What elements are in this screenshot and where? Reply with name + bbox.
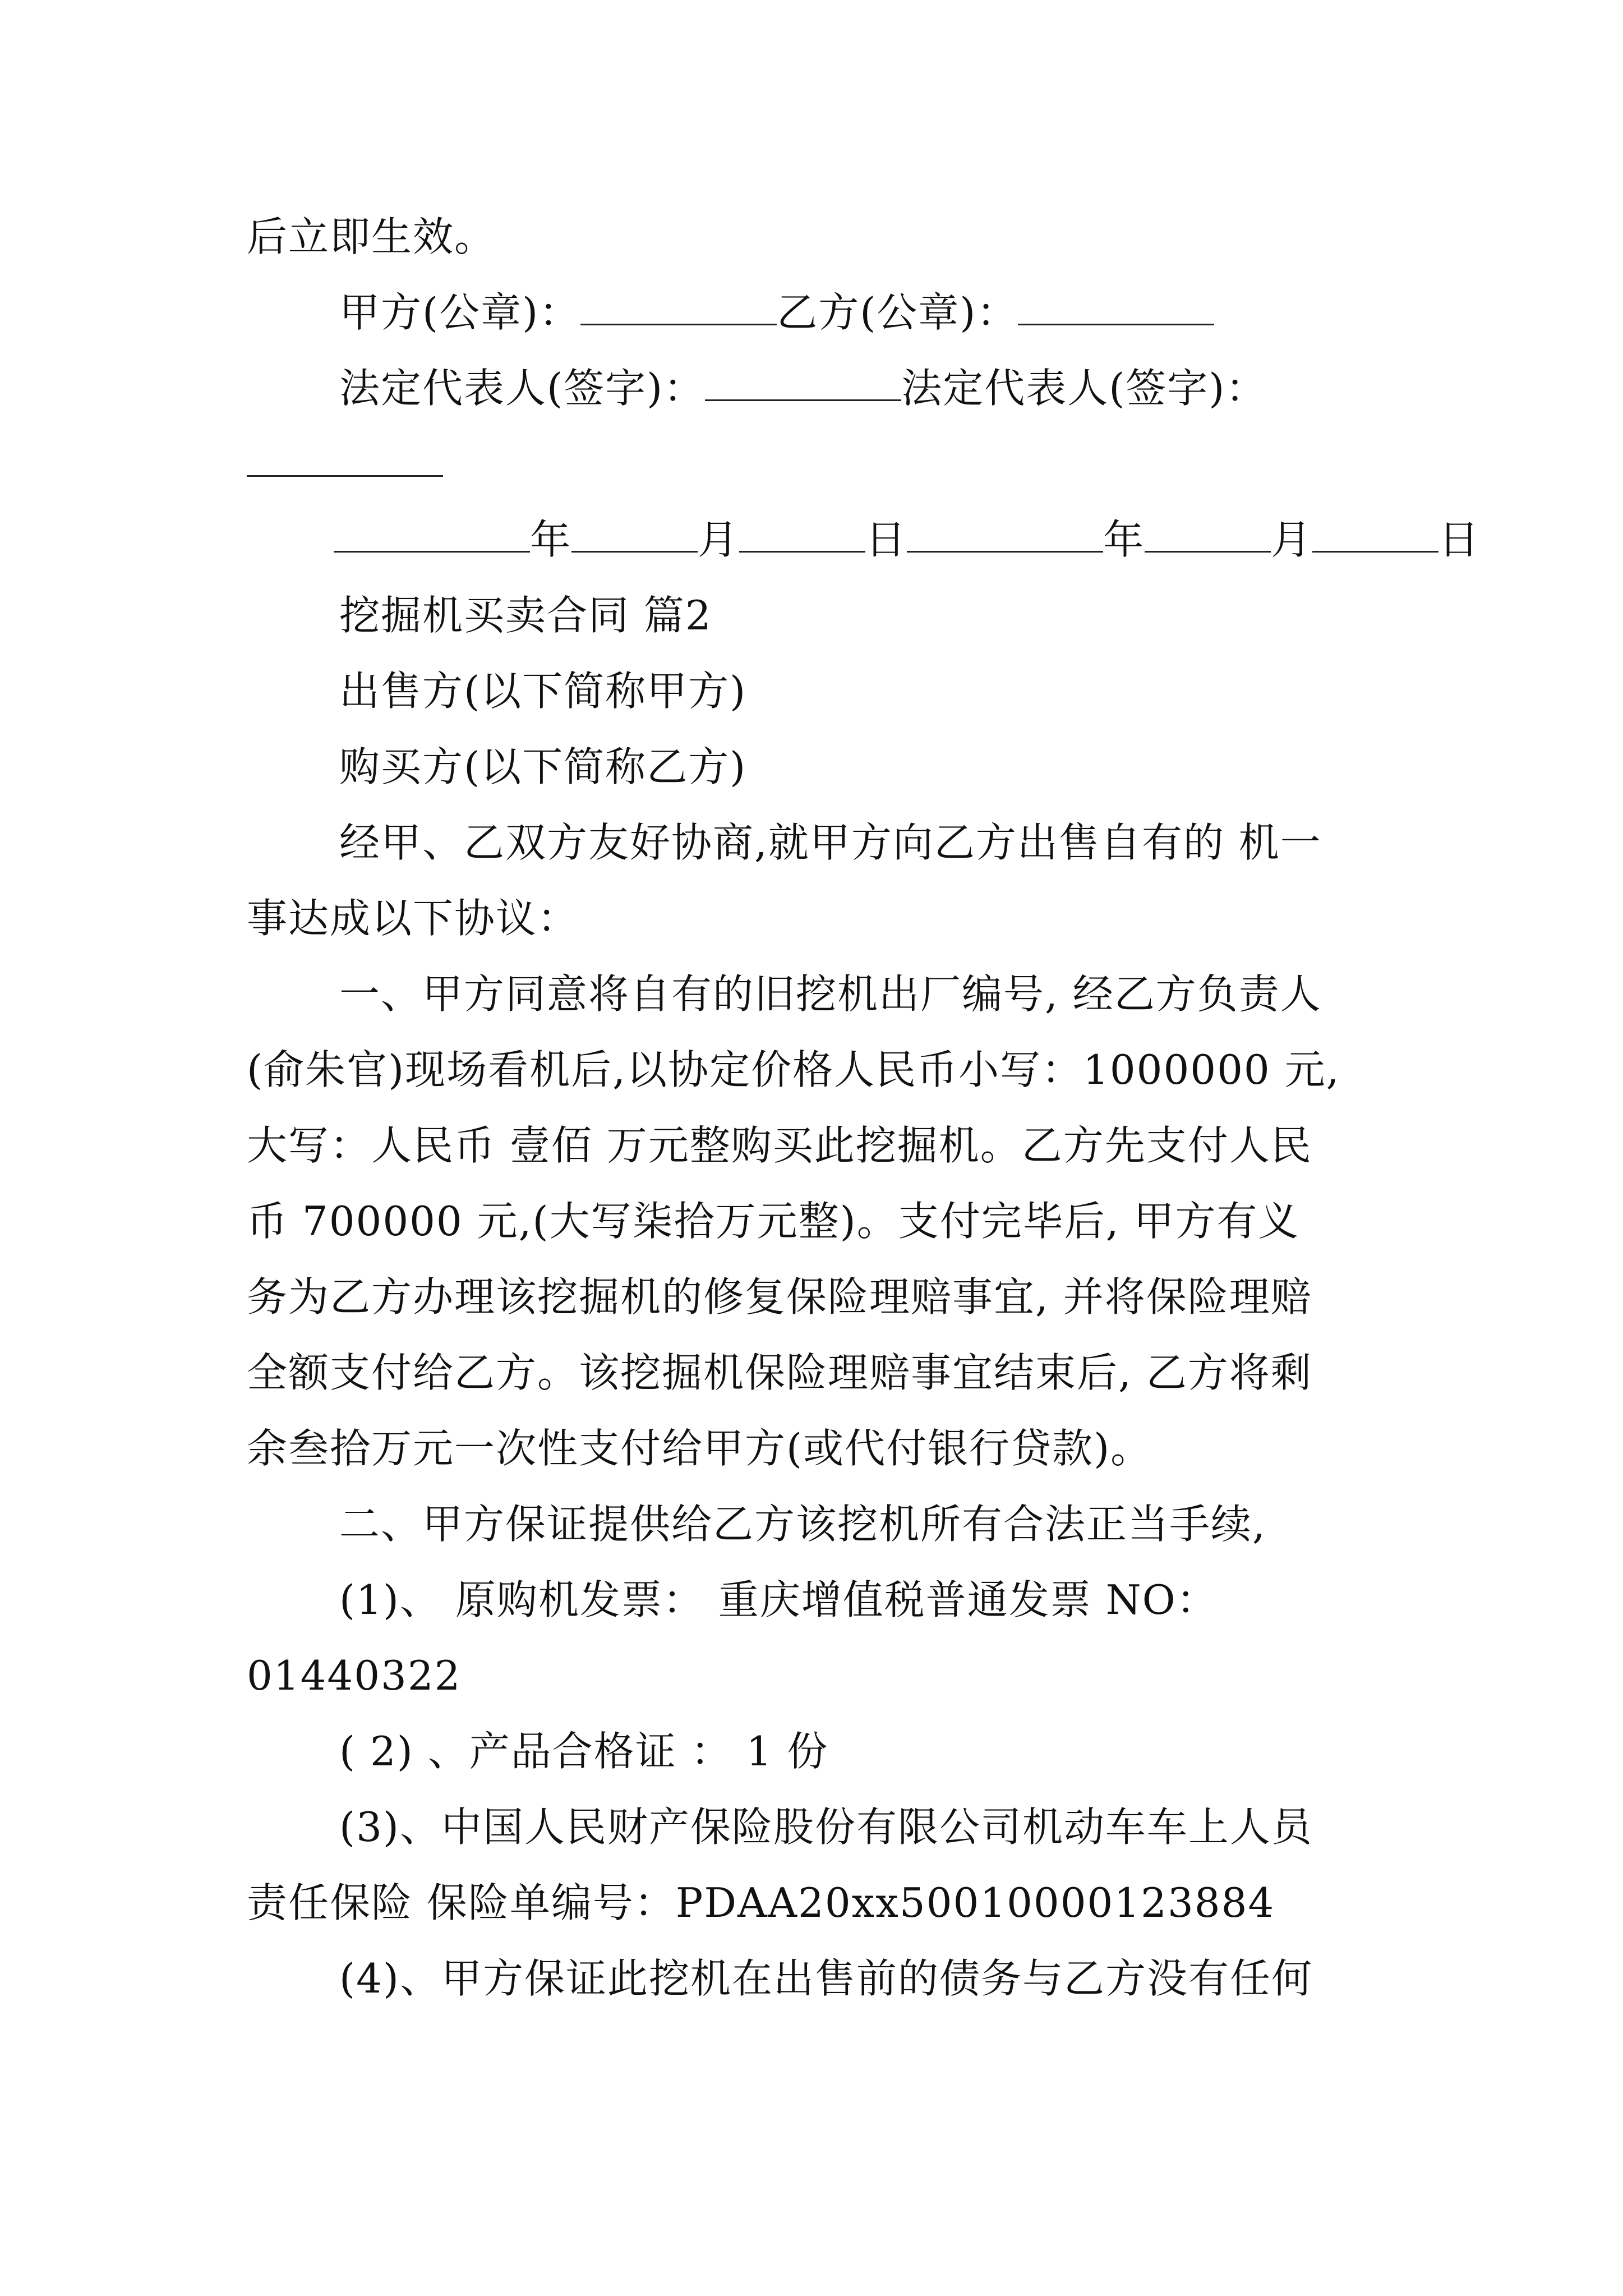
item3-line-2: 责任保险 保险单编号：PDAA20xx50010000123884 xyxy=(247,1879,1275,1926)
item2-line: ( 2) 、产品合格证 ： 1 份 xyxy=(339,1728,829,1775)
date-line xyxy=(334,512,1480,568)
clause1-line-4: 币 700000 元,(大写柒拾万元整)。支付完毕后, 甲方有义 xyxy=(247,1198,1300,1245)
date-a-year-blank xyxy=(334,512,530,553)
representative-line xyxy=(339,360,1267,416)
date-b-day-label: 日 xyxy=(1438,516,1481,563)
clause1-line-3: 大写：人民币 壹佰 万元整购买此挖掘机。乙方先支付人民 xyxy=(247,1122,1312,1169)
contract-heading: 挖掘机买卖合同 篇2 xyxy=(339,592,712,639)
date-b-day-blank xyxy=(1312,512,1438,553)
date-a-month-label: 月 xyxy=(698,516,740,563)
buyer-line: 购买方(以下简称乙方) xyxy=(339,743,747,790)
party-b-rep-label: 法定代表人(签字)： xyxy=(901,365,1267,412)
seller-line: 出售方(以下简称甲方) xyxy=(339,668,747,715)
party-a-rep-blank xyxy=(705,360,901,401)
date-a-year-label: 年 xyxy=(530,516,572,563)
clause1-line-1: 一、甲方同意将自有的旧挖机出厂编号, 经乙方负责人 xyxy=(339,970,1322,1018)
item4-line: (4)、甲方保证此挖机在出售前的债务与乙方没有任何 xyxy=(339,1955,1313,2002)
date-a-day-label: 日 xyxy=(865,516,907,563)
previous-section-end: 后立即生效。 xyxy=(247,213,496,260)
date-b-year-label: 年 xyxy=(1103,516,1145,563)
date-b-month-label: 月 xyxy=(1271,516,1313,563)
intro-line-2: 事达成以下协议： xyxy=(247,895,579,942)
party-a-rep-label: 法定代表人(签字)： xyxy=(339,365,706,412)
item1-line-2: 01440322 xyxy=(247,1652,462,1699)
date-b-month-blank xyxy=(1145,512,1271,553)
clause1-line-5: 务为乙方办理该挖掘机的修复保险理赔事宜, 并将保险理赔 xyxy=(247,1273,1312,1320)
clause1-line-7: 余叁拾万元一次性支付给甲方(或代付银行贷款)。 xyxy=(247,1425,1152,1472)
party-b-rep-blank-line xyxy=(247,436,443,492)
date-a-day-blank xyxy=(739,512,865,553)
intro-line-1: 经甲、乙双方友好协商,就甲方向乙方出售自有的 机一 xyxy=(339,819,1322,866)
party-b-seal-blank xyxy=(1018,284,1214,325)
party-a-seal-blank xyxy=(580,284,777,325)
date-a-month-blank xyxy=(571,512,698,553)
party-a-seal-label: 甲方(公章)： xyxy=(339,289,581,336)
item3-line-1: (3)、中国人民财产保险股份有限公司机动车车上人员 xyxy=(339,1803,1313,1851)
date-b-year-blank xyxy=(907,512,1103,553)
party-b-rep-blank xyxy=(247,436,443,477)
clause2-line: 二、甲方保证提供给乙方该挖机所有合法正当手续, xyxy=(339,1501,1266,1548)
party-b-seal-label: 乙方(公章)： xyxy=(777,289,1018,336)
clause1-line-6: 全额支付给乙方。该挖掘机保险理赔事宜结束后, 乙方将剩 xyxy=(247,1349,1312,1396)
item1-line-1: (1)、 原购机发票： 重庆增值税普通发票 NO： xyxy=(339,1576,1218,1623)
clause1-line-2: (俞朱官)现场看机后,以协定价格人民币小写：1000000 元, xyxy=(247,1046,1340,1093)
seal-line xyxy=(339,284,1214,341)
